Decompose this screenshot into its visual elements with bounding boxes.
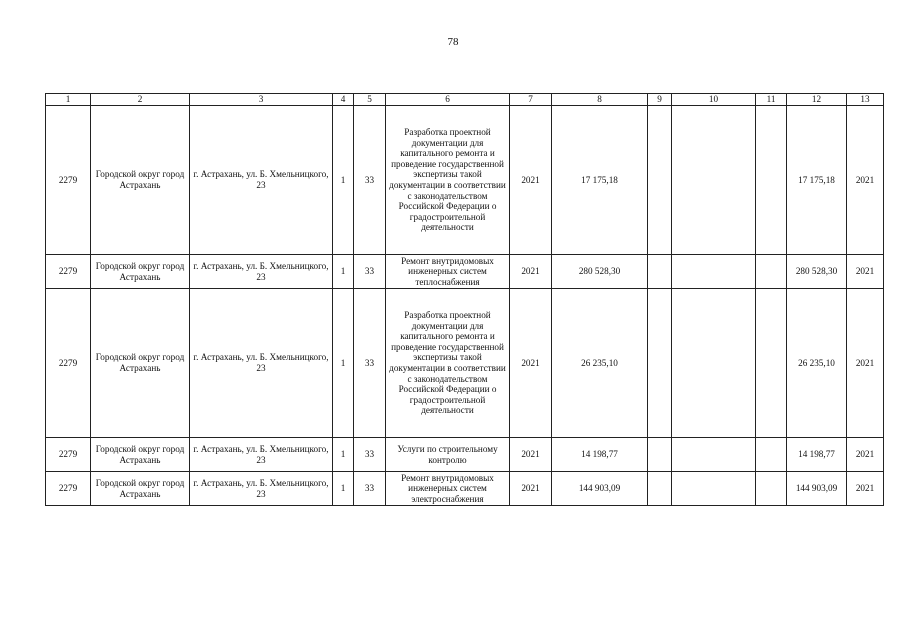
cell-cost: 14 198,77 [552,438,648,472]
cell-municipality: Городской округ город Астрахань [91,255,190,289]
cell-cost: 26 235,10 [552,289,648,438]
cell-total: 144 903,09 [787,472,847,506]
cell-year: 2021 [510,472,552,506]
cell-completion-year: 2021 [847,472,884,506]
cell-col5: 33 [354,289,386,438]
cell-work-type: Разработка проектной документации для капитального ремонта и проведение государственной экспертизы такой документации в соответствии с законодательством Российской Федерации о градостроительной деятельности [386,289,510,438]
cell-total: 14 198,77 [787,438,847,472]
cell-col9 [648,106,672,255]
cell-work-type: Ремонт внутридомовых инженерных систем электроснабжения [386,472,510,506]
cell-work-type: Ремонт внутридомовых инженерных систем теплоснабжения [386,255,510,289]
column-header-10: 10 [672,94,756,106]
cell-id: 2279 [46,289,91,438]
cell-municipality: Городской округ город Астрахань [91,106,190,255]
cell-work-type: Разработка проектной документации для капитального ремонта и проведение государственной экспертизы такой документации в соответствии с законодательством Российской Федерации о градостроительной деятельности [386,106,510,255]
column-header-3: 3 [190,94,333,106]
cell-id: 2279 [46,472,91,506]
cell-address: г. Астрахань, ул. Б. Хмельницкого, 23 [190,289,333,438]
cell-col11 [756,106,787,255]
cell-municipality: Городской округ город Астрахань [91,472,190,506]
cell-col10 [672,106,756,255]
table-row [46,289,884,438]
cell-col5: 33 [354,106,386,255]
cell-address: г. Астрахань, ул. Б. Хмельницкого, 23 [190,438,333,472]
cell-year: 2021 [510,106,552,255]
cell-col9 [648,289,672,438]
cell-id: 2279 [46,438,91,472]
cell-col4: 1 [333,438,354,472]
header-row [46,94,884,106]
cell-col4: 1 [333,106,354,255]
column-header-7: 7 [510,94,552,106]
cell-id: 2279 [46,255,91,289]
table-row [46,106,884,255]
cell-total: 26 235,10 [787,289,847,438]
cell-col5: 33 [354,255,386,289]
cell-address: г. Астрахань, ул. Б. Хмельницкого, 23 [190,472,333,506]
cell-completion-year: 2021 [847,106,884,255]
cell-municipality: Городской округ город Астрахань [91,438,190,472]
cell-completion-year: 2021 [847,255,884,289]
cell-municipality: Городской округ город Астрахань [91,289,190,438]
cell-col10 [672,289,756,438]
cell-col11 [756,289,787,438]
cell-col5: 33 [354,438,386,472]
cell-total: 280 528,30 [787,255,847,289]
column-header-5: 5 [354,94,386,106]
cell-col11 [756,438,787,472]
cell-year: 2021 [510,255,552,289]
cell-completion-year: 2021 [847,438,884,472]
column-header-11: 11 [756,94,787,106]
column-header-13: 13 [847,94,884,106]
column-header-8: 8 [552,94,648,106]
cell-cost: 144 903,09 [552,472,648,506]
column-header-1: 1 [46,94,91,106]
column-header-12: 12 [787,94,847,106]
cell-year: 2021 [510,289,552,438]
cell-col4: 1 [333,472,354,506]
cell-completion-year: 2021 [847,289,884,438]
cell-id: 2279 [46,106,91,255]
cell-address: г. Астрахань, ул. Б. Хмельницкого, 23 [190,106,333,255]
cell-col9 [648,255,672,289]
cell-cost: 280 528,30 [552,255,648,289]
table-row [46,255,884,289]
cell-col5: 33 [354,472,386,506]
cell-work-type: Услуги по строительному контролю [386,438,510,472]
cell-col9 [648,438,672,472]
column-header-2: 2 [91,94,190,106]
cell-address: г. Астрахань, ул. Б. Хмельницкого, 23 [190,255,333,289]
column-header-6: 6 [386,94,510,106]
cell-col10 [672,438,756,472]
column-header-4: 4 [333,94,354,106]
cell-col10 [672,472,756,506]
table-row [46,472,884,506]
cell-col9 [648,472,672,506]
cell-col11 [756,255,787,289]
cell-col4: 1 [333,289,354,438]
table-row [46,438,884,472]
cell-col11 [756,472,787,506]
cell-year: 2021 [510,438,552,472]
cell-total: 17 175,18 [787,106,847,255]
page-number: 78 [447,36,459,48]
column-header-9: 9 [648,94,672,106]
registry-table [45,93,884,506]
cell-col4: 1 [333,255,354,289]
cell-cost: 17 175,18 [552,106,648,255]
cell-col10 [672,255,756,289]
